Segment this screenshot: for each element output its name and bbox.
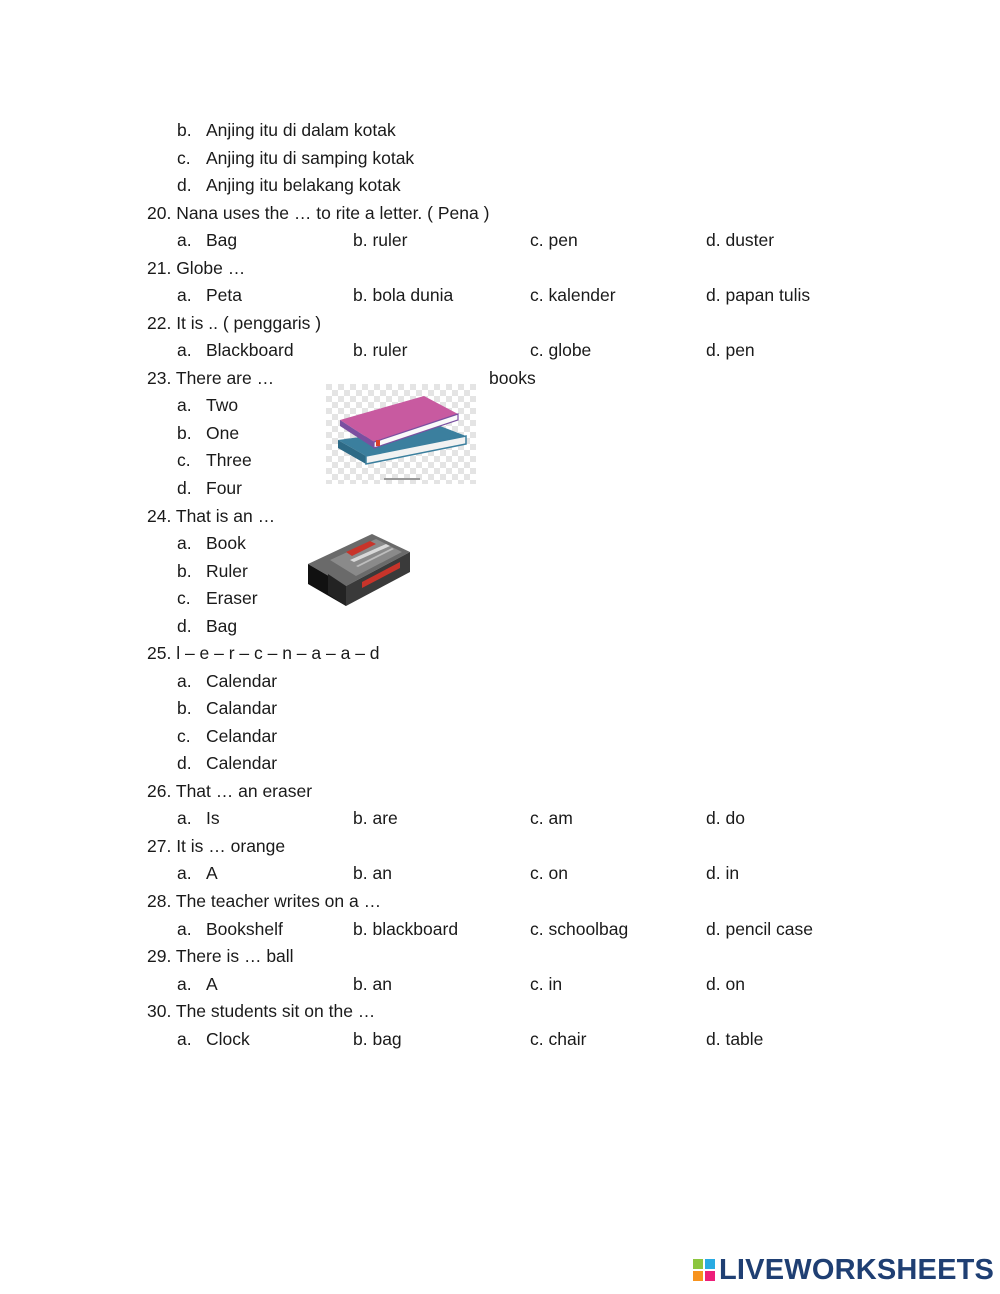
option-a-letter: a. xyxy=(177,919,192,939)
option-b: b. bola dunia xyxy=(353,285,454,305)
question-20: 20. Nana uses the … to rite a letter. ( Pena ) xyxy=(147,203,490,223)
option-letter: c. xyxy=(177,148,191,168)
option-letter: d. xyxy=(177,616,192,636)
option-text: Anjing itu belakang kotak xyxy=(206,175,401,195)
option-a: Bag xyxy=(206,230,238,250)
option-b: b. an xyxy=(353,974,392,994)
option-a: Is xyxy=(206,808,220,828)
option-text: Anjing itu di dalam kotak xyxy=(206,120,396,140)
option-text: Anjing itu di samping kotak xyxy=(206,148,415,168)
option-d: d. pencil case xyxy=(706,919,814,939)
liveworksheets-icon xyxy=(693,1259,715,1281)
option-letter: d. xyxy=(177,175,192,195)
option-text: Three xyxy=(206,450,252,470)
option-c: c. globe xyxy=(530,340,592,360)
option-text: Bag xyxy=(206,616,238,636)
option-text: Book xyxy=(206,533,246,553)
option-text: One xyxy=(206,423,240,443)
option-letter: b. xyxy=(177,423,192,443)
option-a-letter: a. xyxy=(177,230,192,250)
option-text: Eraser xyxy=(206,588,258,608)
option-letter: a. xyxy=(177,395,192,415)
option-text: Two xyxy=(206,395,239,415)
option-letter: b. xyxy=(177,561,192,581)
option-a: Blackboard xyxy=(206,340,294,360)
eraser-image xyxy=(306,530,412,608)
option-d: d. pen xyxy=(706,340,755,360)
question-25: 25. l – e – r – c – n – a – a – d xyxy=(147,643,380,663)
option-text: Ruler xyxy=(206,561,248,581)
option-b: b. are xyxy=(353,808,398,828)
option-letter: b. xyxy=(177,120,192,140)
option-c: c. am xyxy=(530,808,573,828)
option-a-letter: a. xyxy=(177,974,192,994)
option-text: Calendar xyxy=(206,753,278,773)
option-a: A xyxy=(206,974,218,994)
liveworksheets-logo xyxy=(693,1255,994,1285)
option-text: Calendar xyxy=(206,671,278,691)
option-d: d. in xyxy=(706,863,740,883)
option-letter: c. xyxy=(177,450,191,470)
option-a: Clock xyxy=(206,1029,250,1049)
option-b: b. ruler xyxy=(353,340,408,360)
option-a-letter: a. xyxy=(177,1029,192,1049)
option-a-letter: a. xyxy=(177,340,192,360)
option-a: Bookshelf xyxy=(206,919,283,939)
option-a-letter: a. xyxy=(177,808,192,828)
option-a-letter: a. xyxy=(177,863,192,883)
option-letter: d. xyxy=(177,478,192,498)
question-27: 27. It is … orange xyxy=(147,836,286,856)
question-23-suffix: books xyxy=(489,368,536,388)
question-24: 24. That is an … xyxy=(147,506,276,526)
option-letter: a. xyxy=(177,671,192,691)
option-a-letter: a. xyxy=(177,285,192,305)
question-29: 29. There is … ball xyxy=(147,946,294,966)
option-b: b. ruler xyxy=(353,230,408,250)
option-c: c. kalender xyxy=(530,285,616,305)
option-d: d. table xyxy=(706,1029,764,1049)
option-text: Four xyxy=(206,478,242,498)
question-30: 30. The students sit on the … xyxy=(147,1001,376,1021)
option-c: c. in xyxy=(530,974,563,994)
option-b: b. blackboard xyxy=(353,919,459,939)
option-d: d. papan tulis xyxy=(706,285,811,305)
option-a: A xyxy=(206,863,218,883)
question-23: 23. There are … xyxy=(147,368,275,388)
option-d: d. duster xyxy=(706,230,775,250)
option-letter: c. xyxy=(177,588,191,608)
option-b: b. bag xyxy=(353,1029,402,1049)
question-26: 26. That … an eraser xyxy=(147,781,313,801)
option-text: Calandar xyxy=(206,698,278,718)
question-22: 22. It is .. ( penggaris ) xyxy=(147,313,322,333)
option-text: Celandar xyxy=(206,726,278,746)
books-image xyxy=(326,384,476,484)
option-b: b. an xyxy=(353,863,392,883)
brand-name: LIVEWORKSHEETS xyxy=(719,1254,995,1286)
option-c: c. chair xyxy=(530,1029,587,1049)
question-21: 21. Globe … xyxy=(147,258,246,278)
option-d: d. on xyxy=(706,974,745,994)
option-letter: d. xyxy=(177,753,192,773)
option-a: Peta xyxy=(206,285,242,305)
option-d: d. do xyxy=(706,808,745,828)
option-letter: a. xyxy=(177,533,192,553)
option-letter: c. xyxy=(177,726,191,746)
question-28: 28. The teacher writes on a … xyxy=(147,891,382,911)
option-c: c. pen xyxy=(530,230,578,250)
option-letter: b. xyxy=(177,698,192,718)
option-c: c. on xyxy=(530,863,568,883)
option-c: c. schoolbag xyxy=(530,919,629,939)
